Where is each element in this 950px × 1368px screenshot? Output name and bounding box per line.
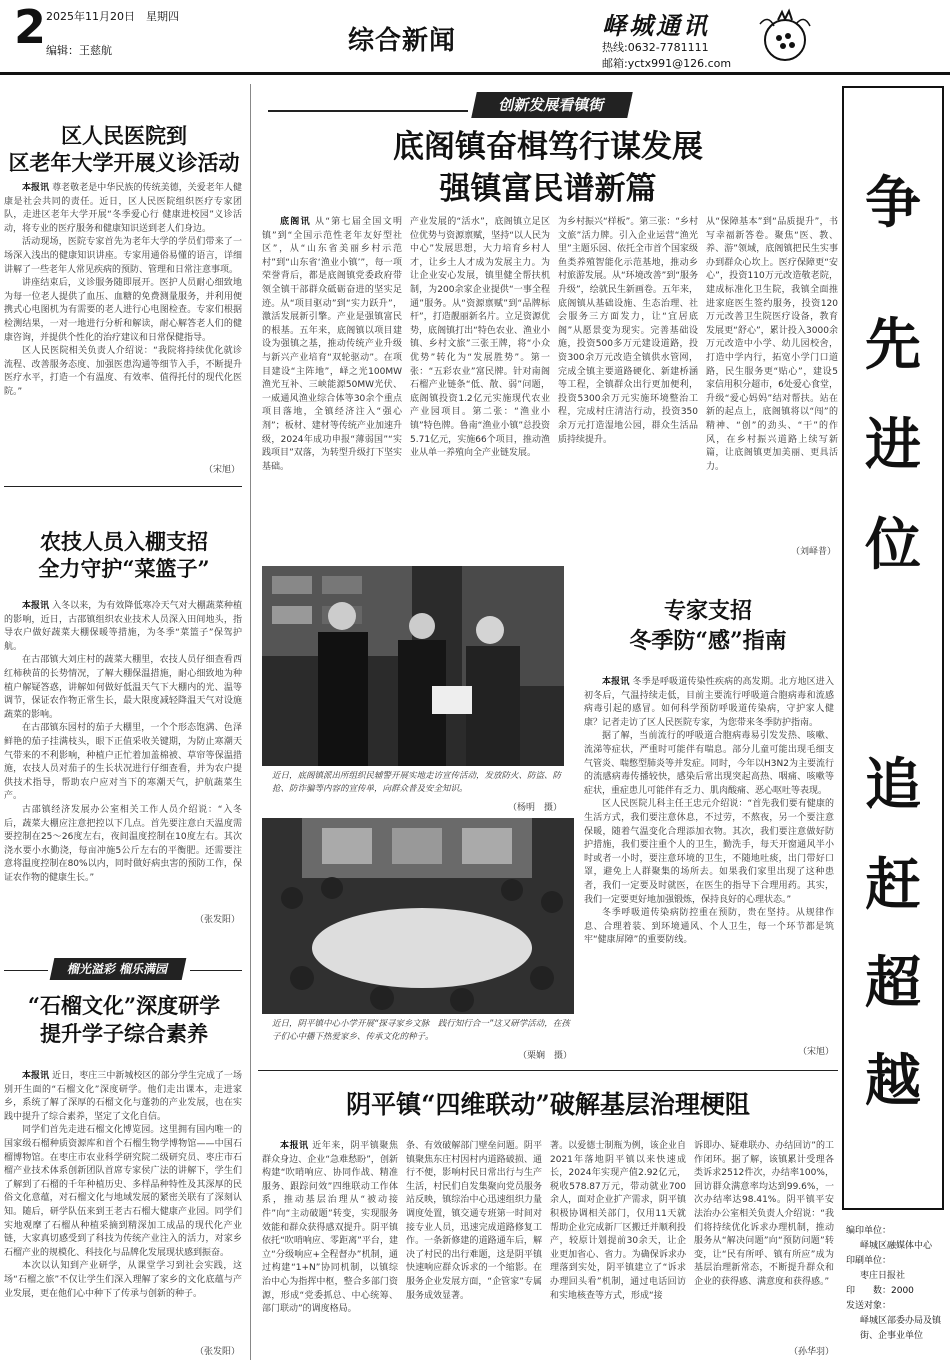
byline: （宋旭） <box>203 465 240 475</box>
paragraph: 著。以爱德士制瓶为例，该企业自2021年落地阴平镇以来快速成长，2024年实现产值2.92亿元，税收578.87万元，带动就业700余人，面对企业扩产需求，阴平镇积极协调相关部门，仅用11天就帮助企业完成新厂区搬迁并顺利投产，较原计划提前30余天，让企业更加省心、省力。为确保诉求办理落到实处，阴平镇建立了“诉求办理回头看”机制，通过电话回访和实地核查等方式，形成“接 <box>550 1141 686 1301</box>
byline: （张发阳） <box>194 915 240 925</box>
article-dige-col2 <box>410 216 550 560</box>
divider <box>4 970 48 971</box>
printer-name: 枣庄日报社 <box>860 1271 906 1281</box>
headline-flu-line2: 冬季防“感”指南 <box>629 628 787 654</box>
byline: （张发阳） <box>194 1347 240 1357</box>
headline-dige <box>258 126 838 210</box>
article-clinic-body <box>4 182 242 454</box>
article-dige-col3 <box>558 216 698 560</box>
headline-greenhouse-line1: 农技人员入棚支招 <box>40 529 208 554</box>
section-banner-towns: 创新发展看镇街 <box>471 92 633 118</box>
paragraph: 产业发展的“活水”，底阁镇立足区位优势与资源禀赋，坚持“以人民为中心”发展思想，大力培育乡村人才，让乡土人才成为发展主力。为让企业安心发展，镇里健全帮扶机制，为200余家企业提供“一事全程通”服务。从“资源禀赋”到“品牌标杆”，打造靓丽新名片。立足资源优势，底阁镇打出“特色农业、渔业小镇、乡村文旅”三张王牌，将“小众优势”转化为“发展胜势”。第一张：“五彩农业”富民牌。针对南阁石榴产业链条“低、散、弱”问题，底阁镇投资1.2亿元实施现代农业产业园项目。第二张：“渔业小镇”特色牌。鲁南“渔业小镇”总投资5.71亿元，实施66个项目，推动渔业从单一养殖向全产业链发展。 <box>410 217 550 459</box>
headline-clinic-line2: 区老年大学开展义诊活动 <box>8 150 240 175</box>
headline-pomegranate <box>0 992 248 1048</box>
paragraph: 讲座结束后，义诊服务随即展开。医护人员耐心细致地为每一位老人提供了血压、血糖的免费测量服务，并利用便携式心电图机为有需要的老人进行心电图检查。专家们根据检测结果，一对一地进行分析和解读，耐心解答老人们的健康咨询，并提供个性化的治疗建议和日常保健指导。 <box>4 278 242 343</box>
photo-student-study <box>262 818 574 1014</box>
paragraph: 诉即办、疑难联办、办结回访”的工作闭环。据了解，该镇累计受理各类诉求2512件次，办结率100%，回访群众满意率均达到99.6%，一次办结率达98.41%。阴平镇平安法治办公室相关负责人介绍说：“我们将持续优化诉求办理机制，推动服务从“解决问题”向“预防问题”转变，让“民有所呼、镇有所应”成为基层治理新常态，不断提升群众和企业的获得感、满意度和获得感。” <box>694 1141 834 1287</box>
headline-dige-line2: 强镇富民谱新篇 <box>439 171 657 207</box>
headline-greenhouse <box>0 528 248 582</box>
slogan-char: 进 <box>865 413 921 478</box>
photo-caption: 近日，阴平镇中心小学开展“探寻家乡文脉 践行知行合一”这又研学活动，在孩子们心中播下热爱家乡、传承文化的种子。 <box>272 1019 570 1042</box>
headline-clinic-line1: 区人民医院到 <box>61 123 187 148</box>
headline-clinic <box>0 122 248 176</box>
article-yinping-col2 <box>406 1140 542 1350</box>
slogan-char: 超 <box>865 951 921 1016</box>
divider <box>268 110 468 112</box>
article-dige-col4 <box>706 216 838 542</box>
photo-police-outreach <box>262 566 564 766</box>
paragraph: 本次以认知到产业研学，从课堂学习到社会实践，这场“石榴之旅”不仅让学生们深入理解了家乡的文化底蕴与产业发展，更在他们心中种下了传承与创新的种子。 <box>4 1261 242 1299</box>
divider <box>258 1070 838 1071</box>
paragraph: 区人民医院儿科主任王忠元介绍说：“首先我们要有健康的生活方式，我们要注意休息，不过劳，不熬夜，另一个要注意保暖，随着气温变化合理添加衣物。其次，我们要注意做好防护措施，我们要注重个人的卫生，勤洗手，每天开窗通风半小时或者一小时，要注意环境的卫生，不随地吐痰，出门带好口罩，避免上人群聚集的场所去。如果我们家里出现了这种患者，我们一定要及时就医，在医生的指导下合理用药。其实，我们一定要更好地加强锻炼，保持良好的心理状态。” <box>584 799 834 905</box>
byline: （刘峄普） <box>790 547 836 557</box>
issue-date: 2025年11月20日 星期四 <box>46 10 179 23</box>
slogan-box <box>842 86 944 1210</box>
headline-greenhouse-line2: 全力守护“菜篮子” <box>38 556 210 581</box>
byline: （孙华羽） <box>788 1347 834 1357</box>
paragraph: 为乡村振兴“样板”。第三张：“乡村文旅”活力牌。引入企业运营“渔光里”主题乐园、依托全市首个国家级鱼类养殖智能化示范基地，推动乡村旅游发展。从“环境改善”到“服务升级”，绘就民生新画卷。五年来，底阁镇从基础设施、生态治理、社会服务三方面发力，让“宜居底阁”从愿景变为现实。完善基础设施，投资500多万元建设道路，投资300余万元改造全镇供水管网，完成全镇主要道路硬化、新建桥涵等工程，全镇群众出行更加便利，投资5300余万元实施环境整治工程，完成村庄清洁行动，投资350余万元打造湿地公园，群众生活品质持续提升。 <box>558 217 698 445</box>
headline-pomegranate-line1: “石榴文化”深度研学 <box>27 993 221 1018</box>
org-name: 峄城区融媒体中心 <box>860 1241 933 1251</box>
photo-credit: （杨明 摄） <box>507 803 562 813</box>
article-greenhouse-body <box>4 600 242 900</box>
paragraph: 条、有效破解部门壁垒问题。阴平镇聚焦东庄村因村内道路破损、通行不便，影响村民日常出行与生产生活，村民们自发集聚向党员服务站反映，镇综治中心迅速组织力量调度处置，镇交通专班第一时间对接专业人员，迅速完成道路修复工作。一条新修建的道路通车后，解决了村民的出行难题，这是阴平镇快速响应群众诉求的一个缩影。在服务企业发展方面，“企管家”专属服务成效显著。 <box>406 1141 542 1301</box>
headline-dige-line1: 底阁镇奋楫笃行谋发展 <box>393 129 703 165</box>
headline-pomegranate-line2: 提升学子综合素养 <box>40 1021 208 1046</box>
lead-label: 底阁讯 <box>280 217 311 227</box>
paragraph: 近日，枣庄三中新城校区的部分学生完成了一场别开生面的“石榴文化”深度研学。他们走出课本，走进家乡，系统了解了深厚的石榴文化与蓬勃的产业发展，也在实践中提升了综合素养，坚定了文化自信。 <box>4 1071 242 1122</box>
column-rule <box>250 84 251 1360</box>
distribution-list: 峄城区部委办局及镇街、企事业单位 <box>860 1316 942 1341</box>
paragraph: 活动现场，医院专家首先为老年大学的学员们带来了一场深入浅出的健康知识讲座。专家用通俗易懂的语言，详细讲解了一些老年人常见疾病的预防、管理和日常注意事项。 <box>4 237 242 275</box>
page-number: 2 <box>14 0 47 54</box>
slogan-char: 位 <box>865 513 921 578</box>
slogan-char: 赶 <box>865 853 921 918</box>
lead-label: 本报讯 <box>602 677 630 687</box>
photo-credit: （栗娴 摄） <box>517 1051 572 1061</box>
distribution-label: 发送对象： <box>846 1301 892 1311</box>
paragraph: 据了解，当前流行的呼吸道合胞病毒易引发发热、咳嗽、流涕等症状，严重时可能伴有喘息。部分儿童可能出现毛细支气管炎、喘憋型肺炎等并发症。同时，今年以H3N2为主要流行的流感病毒传播较快，感染后常出现突起高热、咽痛、咳嗽等症状，重症患儿可能伴有乏力、肌肉酸痛、恶心呕吐等表现。 <box>584 731 834 796</box>
divider <box>4 486 242 487</box>
byline: （宋旭） <box>797 1047 834 1057</box>
editor-credit: 编辑：王慈航 <box>46 44 112 57</box>
article-pomegranate-body <box>4 1070 242 1340</box>
paragraph: 近年来，阴平镇聚焦群众身边、企业“急难愁盼”，创新构建“吹哨响应、协同作战、精准服务、跟踪问效”四维联动工作体系，推动基层治理从“被动接件”向“主动破题”转变，实现服务效能和群众获得感双提升。阴平镇依托“吹哨响应、零距离”平台，建立“分级响应+全程督办”机制，通过构建“1+N”协同机制，以镇综治中心为指挥中枢，整合多部门资源，形成“党委抓总、中心统筹、部门联动”的调度格局。 <box>262 1141 398 1315</box>
paragraph: 冬季是呼吸道传染性疾病的高发期。北方地区进入初冬后，气温持续走低，目前主要流行呼吸道合胞病毒和流感病毒引起的感冒。如何科学预防呼吸道传染病，守护家人健康？记者走访了区人民医院专家，为您带来冬季防护指南。 <box>584 677 834 728</box>
headline-flu <box>580 596 836 656</box>
paragraph: 从“保障基本”到“品质提升”，书写幸福新答卷。聚焦“医、教、养、游”领域，底阁镇把民生实事办到群众心坎上。医疗保障更“安心”，投资110万元改造敬老院，建成标准化卫生院，我镇全面推进家庭医生签约服务，投资120万元改善卫生院医疗设备，教育发展更“舒心”，累计投入3000余万元改造中小学、幼儿园校舍，打造中学内行，拓宽小学门口道路，民生服务更“贴心”，建设5家信用积分超市，6处爱心食堂，升级“爱心妈妈”结对帮扶。站在新的起点上，底阁镇将以“闯”的精神、“创”的劲头、“干”的作风，在乡村振兴道路上续写新篇，让底阁镇更加美丽、更具活力。 <box>706 217 838 472</box>
article-yinping-col4 <box>694 1140 834 1336</box>
article-yinping-col1 <box>262 1140 398 1350</box>
paragraph: 区人民医院相关负责人介绍说：“我院将持续优化就诊流程、改善服务态度、加强医患沟通等细节入手，不断提升医疗水平，打造一个有温度、有效率、值得托付的现代化医院。” <box>4 346 242 397</box>
headline-flu-line1: 专家支招 <box>663 598 752 624</box>
lead-label: 本报讯 <box>22 1071 50 1081</box>
article-flu-body <box>584 676 834 1040</box>
publication-info <box>846 1224 946 1344</box>
slogan-char: 争 <box>865 171 921 236</box>
lead-label: 本报讯 <box>22 183 50 193</box>
paragraph: 古邵镇经济发展办公室相关工作人员介绍说：“入冬后，蔬菜大棚应注意把控以下几点。首先要注意白天温度需要控制在25～26度左右，夜间温度控制在10度左右。其次浇水要小水勤浇，每亩冲施5公斤左右的平衡肥。还需要注意将温度控制在80%以内，同时做好病虫害的预防工作，保证农作物的健康生长。” <box>4 804 242 883</box>
paragraph: 在古邵镇大刘庄村的蔬菜大棚里，农技人员仔细查看西红柿秧苗的长势情况，了解大棚保温措施，耐心细致地为种植户解疑答惑，讲解如何做好低温天气下大棚内的光、温等调节，保证农作物正常生长，最大限度减轻降温天气对设施蔬菜的影响。 <box>4 655 242 720</box>
paragraph: 同学们首先走进石榴文化博览园。这里拥有国内唯一的国家级石榴种质资源库和首个石榴生物学博物馆——中国石榴博物馆。在枣庄市农业科学研究院二级研究员、枣庄市石榴产业技术体系创新团队首席专家侯广法的讲解下，学生们了解到了石榴的千年种植历史、多样品种特性及其深厚的民俗文化意蕴，对石榴文化与地域发展的紧密关联有了深刻认知。随后，研学队伍来到王老古石榴大健康产业园。同学们实地观摩了石榴从种植采摘到精深加工成品的现代化产业链，大家真切感受到了科技为传统产业注入的活力，对家乡石榴产业的规模化、科技化与品牌化发展现状感到振奋。 <box>4 1125 242 1258</box>
slogan-char: 先 <box>865 313 921 378</box>
paragraph: 从“第七届全国文明镇”到“全国示范性老年友好型社区”，从“山东省美丽乡村示范村”到“山东省‘渔业小镇’”，每一项荣誉背后，都是底阁镇党委政府带领全镇干部群众砥砺奋进的坚实足迹。从“项目驱动”到“实力跃升”，激活发展新引擎。产业是强镇富民的根基。五年来，底阁镇以项目建设为强镇之基，推动传统产业升级与新兴产业培育“双轮驱动”。在项目建设“主阵地”，峄之光100MW渔光互补、三峡能源50MW光伏、一威通风渔业综合体等30余个重点项目落地，全镇经济注入“强心剂”；板材、建材等传统产业加速升级，2024年成功申报“薄弱国”“实践项目”双落，为转型升级打下坚实基础。 <box>262 217 402 472</box>
printer-label: 印刷单位： <box>846 1256 892 1266</box>
article-yinping-col3 <box>550 1140 686 1350</box>
section-banner-pomegranate: 榴光溢彩 榴乐满园 <box>50 958 187 980</box>
slogan-char: 追 <box>865 753 921 818</box>
org-label: 编印单位： <box>846 1226 892 1236</box>
photo-caption: 近日，底阁镇派出所组织民辅警开展实地走访宣传活动，发放防火、防盗、防抢、防诈骗等内容的宣传单，向群众普及安全知识。 <box>272 771 562 794</box>
paragraph: 尊老敬老是中华民族的传统美德，关爱老年人健康是社会共同的责任。近日，区人民医院组织医疗专家团队，走进区老年大学开展“冬季爱心行 健康进校园”义诊活动，将专业的医疗服务和健康知识送到老人们身边。 <box>4 183 242 234</box>
paragraph: 冬季呼吸道传染病防控重在预防，贵在坚持。从规律作息、合理着装、到环境通风、个人卫生，每一个环节都是筑牢“健康屏障”的重要防线。 <box>584 908 834 946</box>
hotline: 热线:0632-7781111 <box>602 41 709 54</box>
lead-label: 本报讯 <box>280 1141 309 1151</box>
masthead: 峄城通讯 <box>602 11 710 40</box>
header-rule <box>0 72 950 75</box>
section-title: 综合新闻 <box>348 26 457 56</box>
paragraph: 在古邵镇东园村的茄子大棚里，一个个形态饱满、色泽鲜艳的茄子挂满枝头，眼下正值采收关键期，为防止寒潮天气带来的不利影响，种植户正忙着加盖棉被、草帘等保温措施，农技人员对茄子的生长状况进行仔细查看，并为农户提供技术指导，帮助农户应对当下的寒潮天气，护航蔬菜生产。 <box>4 723 242 802</box>
contact-email: 邮箱:yctx991@126.com <box>602 57 732 70</box>
article-dige-col1 <box>262 216 402 560</box>
slogan-char: 越 <box>865 1049 921 1114</box>
print-count: 印 数：2000 <box>846 1286 914 1296</box>
headline-yinping: 阴平镇“四维联动”破解基层治理梗阻 <box>346 1090 750 1119</box>
pomegranate-logo-icon <box>752 4 818 68</box>
paragraph: 入冬以来，为有效降低寒冷天气对大棚蔬菜种植的影响，近日，古邵镇组织农业技术人员深入田间地头，指导农户做好蔬菜大棚保暖等措施，为冬季“菜篮子”保驾护航。 <box>4 601 242 652</box>
divider <box>190 970 242 971</box>
lead-label: 本报讯 <box>22 601 50 611</box>
